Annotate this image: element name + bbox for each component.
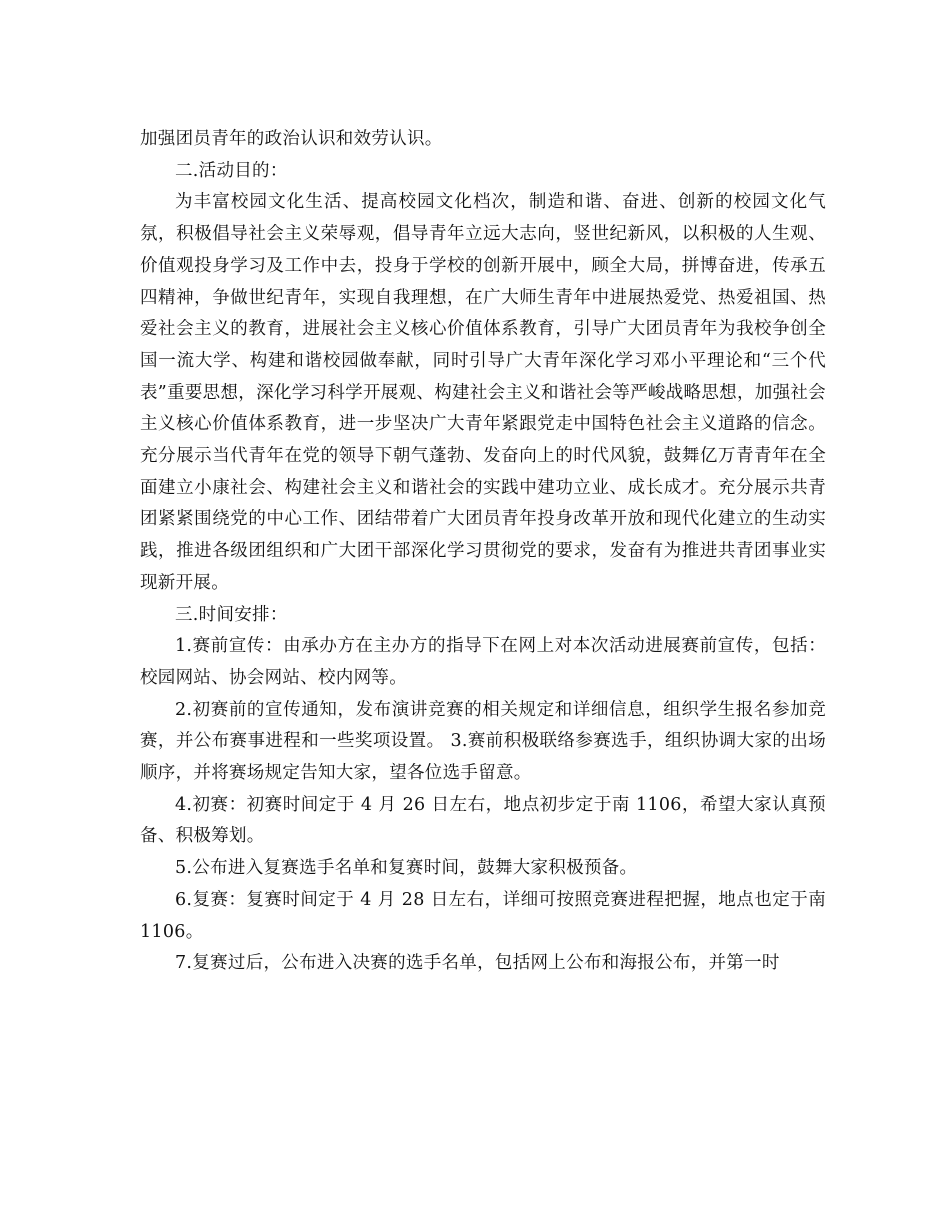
schedule-item-2-3: 2.初赛前的宣传通知，发布演讲竞赛的相关规定和详细信息，组织学生报名参加竞赛，并公布赛事进程和一些奖项设置。 3.赛前积极联络参赛选手，组织协调大家的出场顺序，并将赛场规定告知大家，望各位选手留意。 (140, 699, 826, 784)
schedule-item-4: 4.初赛：初赛时间定于 4 月 26 日左右，地点初步定于南 1106，希望大家认真预备、积极筹划。 (140, 794, 826, 847)
document-body (140, 124, 826, 980)
schedule-item-6: 6.复赛：复赛时间定于 4 月 28 日左右，详细可按照竞赛进程把握，地点也定于南 1106。 (140, 889, 826, 942)
section-heading-purpose: 二.活动目的： (175, 160, 288, 181)
paragraph-intro-continuation: 加强团员青年的政治认识和效劳认识。 (140, 129, 443, 149)
schedule-item-7: 7.复赛过后，公布进入决赛的选手名单，包括网上公布和海报公布，并第一时 (175, 953, 780, 974)
schedule-item-1: 1.赛前宣传：由承办方在主办方的指导下在网上对本次活动进展赛前宣传，包括：校园网站、协会网站、校内网等。 (140, 636, 826, 688)
paragraph-purpose: 为丰富校园文化生活、提高校园文化档次，制造和谐、奋进、创新的校园文化气氛，积极倡导社会主义荣辱观，倡导青年立远大志向，竖世纪新风，以积极的人生观、价值观投身学习及工作中去，投身于学校的创新开展中，顾全大局，拼博奋进，传承五四精神，争做世纪青年，实现自我理想，在广大师生青年中进展热爱党、热爱祖国、热爱社会主义的教育，进展社会主义核心价值体系教育，引导广大团员青年为我校争创全国一流大学、构建和谐校园做奉献，同时引导广大青年深化学习邓小平理论和“三个代表”重要思想，深化学习科学开展观、构建社会主义和谐社会等严峻战略思想，加强社会主义核心价值体系教育，进一步坚决广大青年紧跟党走中国特色社会主义道路的信念。充分展示当代青年在党的领导下朝气蓬勃、发奋向上的时代风貌，鼓舞亿万青青年在全面建立小康社会、构建社会主义和谐社会的实践中建功立业、成长成才。充分展示共青团紧紧围绕党的中心工作、团结带着广大团员青年投身改革开放和现代化建立的生动实践，推进各级团组织和广大团干部深化学习贯彻党的要求，发奋有为推进共青团事业实现新开展。 (140, 192, 826, 593)
section-heading-schedule: 三.时间安排： (175, 604, 288, 625)
schedule-item-5: 5.公布进入复赛选手名单和复赛时间，鼓舞大家积极预备。 (175, 858, 638, 879)
